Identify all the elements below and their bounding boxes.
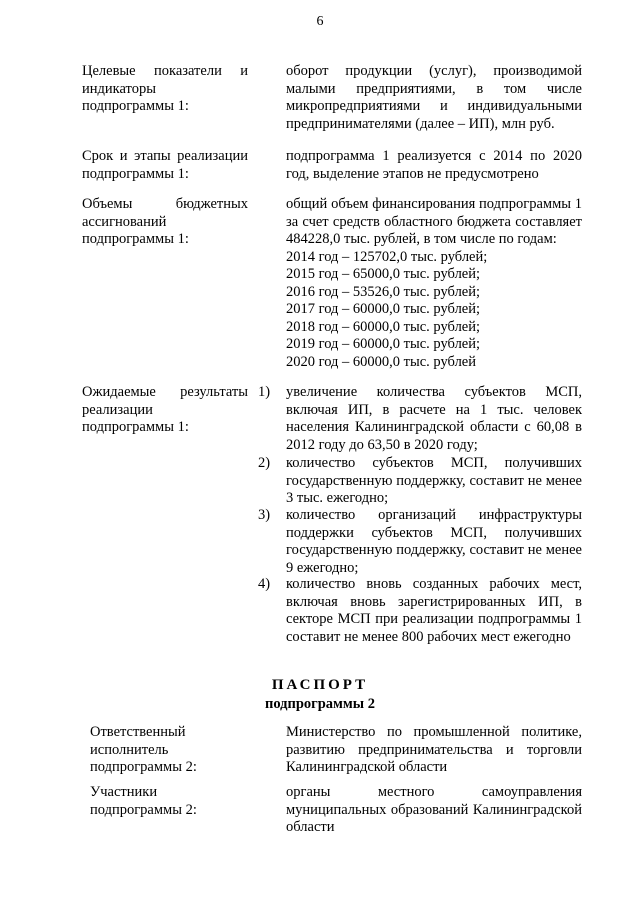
result-number: 2)	[258, 455, 271, 471]
terms-label: Срок и этапы реализации подпрограммы 1:	[82, 148, 248, 182]
budget-year-2020: 2020 год – 60000,0 тыс. рублей	[286, 353, 477, 370]
budget-year-2018: 2018 год – 60000,0 тыс. рублей;	[286, 318, 481, 335]
result-number: 4)	[258, 576, 271, 592]
executor-value: Министерство по промышленной политике, развитию предпринимательства и торговли Калининградской области	[286, 724, 582, 775]
results-label: Ожидаемые результаты реализации подпрограммы 1:	[82, 384, 248, 435]
result-number: 3)	[258, 507, 271, 523]
indicators-label: Целевые показатели и индикаторы подпрограммы 1:	[82, 63, 248, 114]
page-number: 6	[316, 14, 324, 29]
result-item: количество вновь созданных рабочих мест, включая вновь зарегистрированных ИП, в секторе МСП при реализации подпрограммы 1 составит не менее 800 рабочих мест ежегодно	[286, 576, 582, 645]
budget-year-2019: 2019 год – 60000,0 тыс. рублей;	[286, 336, 481, 352]
budget-value	[286, 196, 582, 371]
participants-value: органы местного самоуправления муниципальных образований Калининградской области	[286, 784, 582, 835]
budget-year-2017: 2017 год – 60000,0 тыс. рублей;	[286, 301, 481, 317]
terms-value: подпрограмма 1 реализуется с 2014 по 2020 год, выделение этапов не предусмотрено	[286, 148, 582, 182]
result-item: количество субъектов МСП, получивших государственную поддержку, составит не менее 3 тыс. ежегодно;	[286, 455, 582, 506]
budget-year-2014: 2014 год – 125702,0 тыс. рублей;	[286, 248, 488, 265]
indicators-value: оборот продукции (услуг), производимой малыми предприятиями, в том числе микропредприятиями и индивидуальными предпринимателями (далее – ИП), млн руб.	[286, 63, 582, 132]
budget-year-2015: 2015 год – 65000,0 тыс. рублей;	[286, 266, 481, 282]
result-number: 1)	[258, 384, 271, 400]
executor-label: Ответственный исполнитель подпрограммы 2:	[90, 724, 197, 775]
passport-subtitle: подпрограммы 2	[264, 696, 376, 712]
budget-intro: общий объем финансирования подпрограммы 1 за счет средств областного бюджета составляет 484228,0 тыс. рублей, в том числе по годам:	[286, 196, 582, 247]
participants-label: Участники подпрограммы 2:	[90, 784, 197, 818]
result-item: увеличение количества субъектов МСП, включая ИП, в расчете на 1 тыс. человек населения Калининградской области с 60,08 в 2012 году до 63,50 в 2020 году;	[286, 384, 582, 453]
budget-label: Объемы бюджетных ассигнований подпрограммы 1:	[82, 196, 248, 247]
passport-title: ПАСПОРТ	[271, 677, 369, 693]
result-item: количество организаций инфраструктуры поддержки субъектов МСП, получивших государственную поддержку, составит не менее 9 ежегодно;	[286, 507, 582, 576]
budget-year-2016: 2016 год – 53526,0 тыс. рублей;	[286, 283, 481, 300]
